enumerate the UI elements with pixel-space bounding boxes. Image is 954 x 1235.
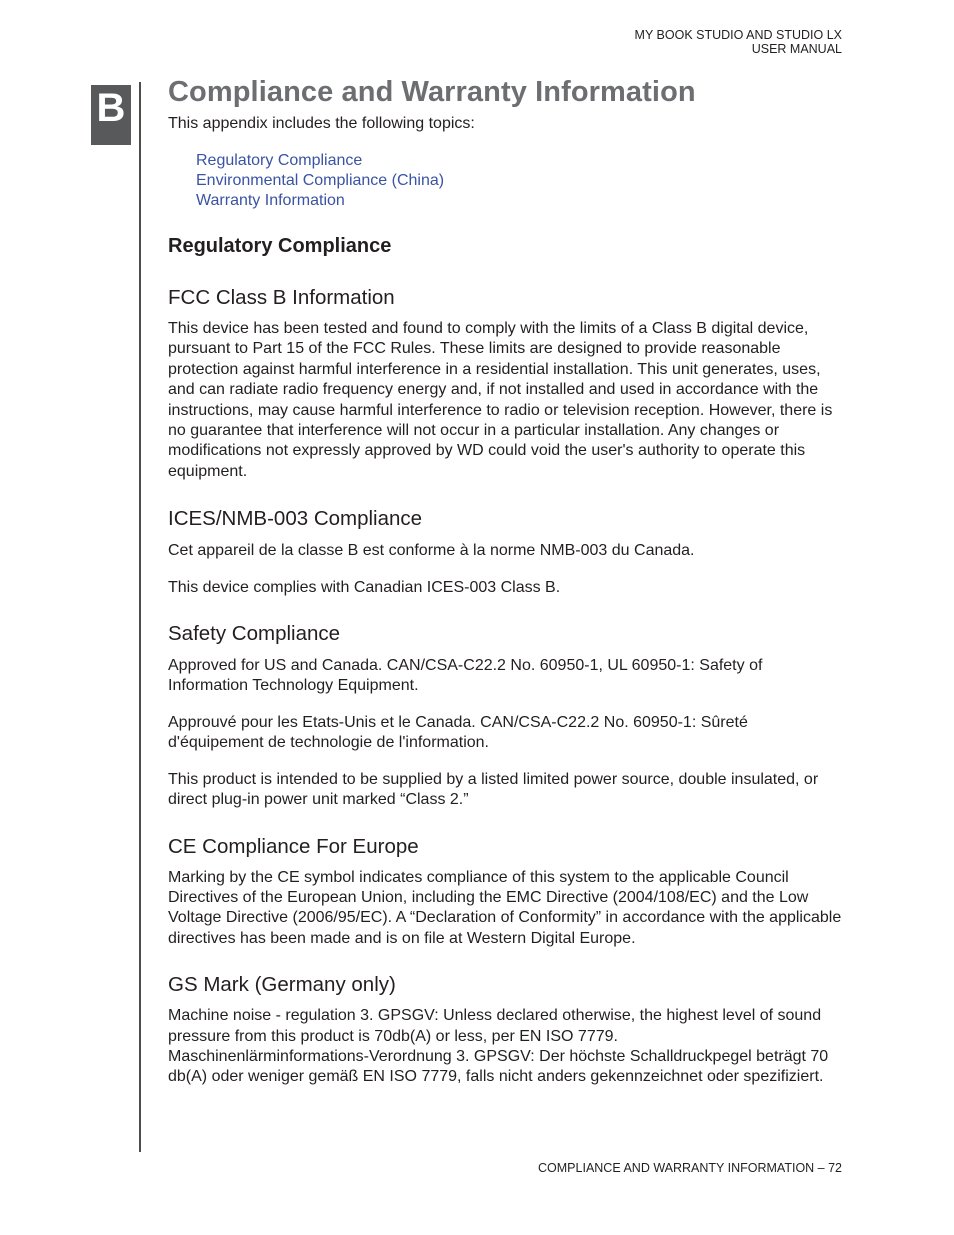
header-line-1: MY BOOK STUDIO AND STUDIO LX (634, 28, 842, 42)
topic-link-environmental[interactable]: Environmental Compliance (China) (196, 172, 445, 189)
safety-heading: Safety Compliance (168, 622, 341, 646)
topic-link-warranty[interactable]: Warranty Information (196, 192, 345, 209)
safety-paragraph-1: Approved for US and Canada. CAN/CSA-C22.2 No. 60950-1, UL 60950-1: Safety of Information Technology Equipment. (168, 657, 763, 695)
appendix-tab (91, 85, 131, 145)
safety-paragraph-3: This product is intended to be supplied by a listed limited power source, double insulated, or direct plug-in power unit marked “Class 2.” (168, 770, 819, 809)
appendix-letter: B (96, 86, 126, 130)
ce-heading: CE Compliance For Europe (168, 834, 419, 858)
margin-rule (139, 82, 141, 1152)
gs-paragraph-de: Maschinenlärminformations-Verordnung 3. GPSGV: Der höchste Schalldruckpegel beträgt 70 db(A) oder weniger gemäß EN ISO 7779, falls nicht anders gekennzeichnet oder spezifiziert. (168, 1047, 829, 1086)
ices-heading: ICES/NMB-003 Compliance (168, 507, 423, 531)
fcc-heading: FCC Class B Information (168, 286, 395, 309)
page-content (168, 72, 842, 1088)
gs-heading: GS Mark (Germany only) (168, 973, 396, 997)
topic-link-regulatory[interactable]: Regulatory Compliance (196, 152, 363, 169)
ices-paragraph-fr: Cet appareil de la classe B est conforme à la norme NMB-003 du Canada. (168, 542, 695, 560)
ices-paragraph-en: This device complies with Canadian ICES-003 Class B. (168, 578, 561, 596)
ce-body: Marking by the CE symbol indicates compliance of this system to the applicable Council Directives of the European Union, including the EMC Directive (2004/108/EC) and the Low Voltage Directive (2006/95/EC). A “Declaration of Conformity” in accordance with the applicable directives has been made and is on file at Western Digital Europe. (168, 868, 842, 947)
page-title: Compliance and Warranty Information (168, 76, 696, 108)
fcc-body: This device has been tested and found to comply with the limits of a Class B digital device, pursuant to Part 15 of the FCC Rules. These limits are designed to provide reasonable protection against harmful interference in a residential installation. This unit generates, uses, and can radiate radio frequency energy and, if not installed and used in accordance with the instructions, may cause harmful interference to radio or television reception. However, there is no guarantee that interference will not occur in a particular installation. Any changes or modifications not expressly approved by WD could void the user's authority to operate this equipment. (168, 320, 833, 480)
gs-paragraph-en: Machine noise - regulation 3. GPSGV: Unless declared otherwise, the highest level of sound pressure from this product is 70db(A) or less, per EN ISO 7779. (168, 1007, 822, 1045)
intro-text: This appendix includes the following topics: (168, 115, 475, 132)
section-title: Regulatory Compliance (168, 235, 392, 257)
topic-list (196, 151, 842, 211)
safety-paragraph-2: Approuvé pour les Etats-Unis et le Canada. CAN/CSA-C22.2 No. 60950-1: Sûreté d'équipement de technologie de l'information. (168, 713, 748, 752)
page-footer: COMPLIANCE AND WARRANTY INFORMATION – 72 (538, 1161, 842, 1175)
running-header (635, 28, 842, 56)
header-line-2: USER MANUAL (751, 42, 842, 56)
